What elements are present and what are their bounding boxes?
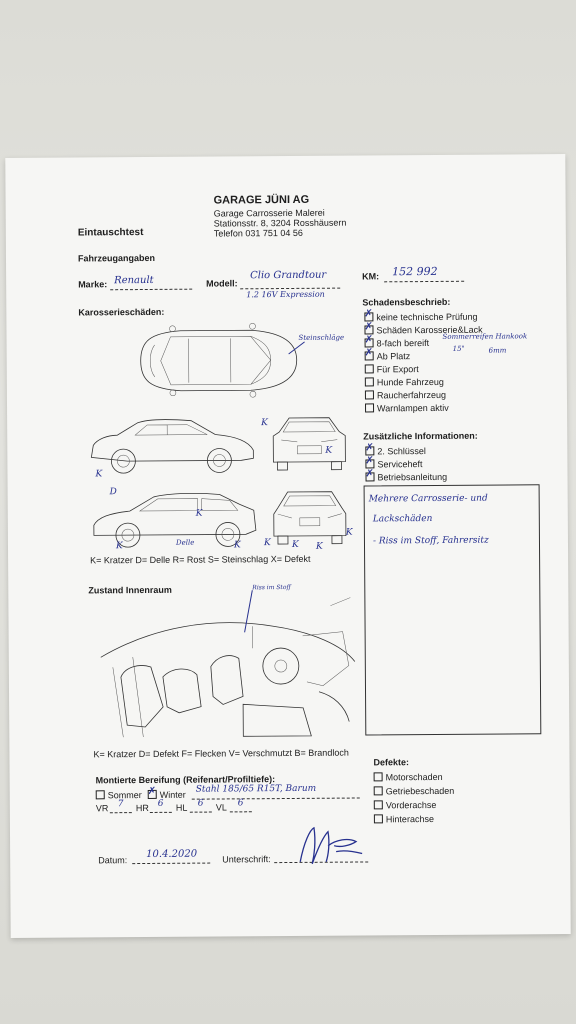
model-value: Clio Grandtour bbox=[250, 269, 327, 282]
info-item-1[interactable]: ✗Serviceheft bbox=[365, 458, 422, 469]
interior-legend: K= Kratzer D= Defekt F= Flecken V= Verschmutzt B= Brandloch bbox=[93, 747, 349, 760]
damage-item-4[interactable]: Für Export bbox=[365, 363, 419, 374]
body-mark-2: K bbox=[261, 418, 268, 429]
vl-value: 6 bbox=[237, 798, 244, 809]
tires-title: Montierte Bereifung (Reifenart/Profiltiefe): bbox=[95, 774, 276, 786]
vr-line bbox=[110, 812, 132, 813]
damage-item-1[interactable]: ✗Schäden Karosserie&Lack bbox=[364, 324, 482, 336]
defect-item-0[interactable]: Motorschaden bbox=[374, 771, 443, 782]
damage-report-title: Schadensbeschrieb: bbox=[362, 296, 451, 308]
hr-line bbox=[150, 812, 172, 813]
info-item-2[interactable]: ✗Betriebsanleitung bbox=[365, 471, 447, 483]
vr-label: VR bbox=[95, 803, 109, 814]
body-mark-7: K bbox=[115, 541, 123, 552]
hr-label: HR bbox=[135, 802, 149, 814]
defect-item-2[interactable]: Vorderachse bbox=[374, 799, 437, 810]
date-line bbox=[132, 863, 210, 865]
make-line bbox=[110, 289, 192, 291]
tires-spec-line bbox=[192, 798, 360, 800]
checkbox[interactable] bbox=[365, 459, 374, 468]
km-label: KM: bbox=[362, 271, 380, 282]
model-label: Modell: bbox=[206, 278, 238, 289]
checkbox[interactable] bbox=[365, 390, 374, 399]
body-mark-10: K bbox=[291, 539, 299, 550]
hl-label: HL bbox=[175, 802, 188, 813]
body-mark-8: K bbox=[233, 540, 241, 551]
body-mark-1: Steinschläge bbox=[298, 333, 345, 342]
interior-mark: Riss im Stoff bbox=[252, 583, 291, 592]
pen-arrow-1 bbox=[287, 342, 307, 356]
checkbox[interactable] bbox=[96, 790, 105, 799]
form-title: Eintauschtest bbox=[77, 227, 144, 239]
body-mark-5: K bbox=[95, 469, 103, 480]
make-value: Renault bbox=[114, 274, 154, 287]
company-name: GARAGE JÜNI AG bbox=[213, 193, 310, 207]
damage-item-2[interactable]: ✗8-fach bereift bbox=[365, 337, 430, 348]
notes-line-3: - Riss im Stoff, Fahrersitz bbox=[372, 535, 489, 547]
notes-line-1: Mehrere Carrosserie- und bbox=[368, 493, 488, 505]
checkbox[interactable] bbox=[374, 786, 383, 795]
damage-note-1: Sommerreifen Hankook bbox=[442, 332, 528, 341]
date-label: Datum: bbox=[98, 855, 128, 866]
interior-title: Zustand Innenraum bbox=[88, 584, 172, 596]
damage-note-2: 15" bbox=[452, 344, 465, 353]
body-mark-4: D bbox=[109, 487, 117, 498]
vr-value: 7 bbox=[117, 799, 124, 810]
damage-item-5[interactable]: Hunde Fahrzeug bbox=[365, 376, 444, 388]
hl-value: 6 bbox=[197, 798, 204, 809]
model-value-2: 1.2 16V Expression bbox=[246, 289, 325, 300]
signature-label: Unterschrift: bbox=[222, 854, 271, 865]
body-damage-legend: K= Kratzer D= Delle R= Rost S= Steinschlag X= Defekt bbox=[90, 553, 311, 566]
km-line bbox=[384, 281, 464, 283]
checkbox[interactable] bbox=[365, 351, 374, 360]
damage-item-3[interactable]: ✗Ab Platz bbox=[365, 350, 411, 361]
make-label: Marke: bbox=[78, 279, 108, 290]
vehicle-section-title: Fahrzeugangaben bbox=[77, 252, 156, 264]
damage-item-0[interactable]: ✗keine technische Prüfung bbox=[364, 311, 477, 323]
tires-summer[interactable]: Sommer bbox=[96, 789, 142, 800]
body-mark-3: K bbox=[325, 445, 333, 456]
body-mark-12: K bbox=[345, 527, 353, 538]
defects-title: Defekte: bbox=[373, 757, 410, 768]
form-sheet bbox=[5, 154, 570, 938]
car-side-view-left bbox=[87, 416, 257, 479]
body-mark-13: K bbox=[195, 508, 203, 519]
company-tagline: Garage Carrosserie Malerei bbox=[213, 207, 325, 219]
additional-info-title: Zusätzliche Informationen: bbox=[363, 430, 478, 442]
damage-item-6[interactable]: Raucherfahrzeug bbox=[365, 389, 446, 401]
body-mark-11: K bbox=[315, 541, 323, 552]
company-phone: Telefon 031 751 04 56 bbox=[213, 227, 303, 239]
checkbox[interactable] bbox=[374, 814, 383, 823]
defect-item-1[interactable]: Getriebeschaden bbox=[374, 785, 455, 797]
checkbox[interactable] bbox=[374, 772, 383, 781]
tires-spec: Stahl 185/65 R15T, Barum bbox=[195, 783, 317, 795]
checkbox[interactable] bbox=[365, 364, 374, 373]
car-interior-sketch bbox=[92, 595, 363, 747]
damage-note-3: 6mm bbox=[488, 346, 507, 355]
checkbox[interactable] bbox=[364, 312, 373, 321]
body-damage-title: Karosserieschäden: bbox=[78, 306, 165, 318]
date-value: 10.4.2020 bbox=[146, 848, 198, 860]
defect-item-3[interactable]: Hinterachse bbox=[374, 813, 434, 824]
checkbox[interactable] bbox=[364, 325, 373, 334]
body-mark-6: Delle bbox=[175, 538, 195, 547]
vl-label: VL bbox=[215, 802, 227, 813]
notes-box[interactable] bbox=[364, 484, 542, 735]
car-rear-view bbox=[270, 488, 350, 549]
checkbox[interactable] bbox=[148, 790, 157, 799]
checkbox[interactable] bbox=[365, 377, 374, 386]
vl-line bbox=[230, 811, 252, 812]
hr-value: 6 bbox=[157, 798, 164, 809]
info-item-0[interactable]: ✗2. Schlüssel bbox=[365, 445, 426, 456]
body-mark-9: K bbox=[263, 538, 271, 549]
checkbox[interactable] bbox=[374, 800, 383, 809]
company-address: Stationsstr. 8, 3204 Rosshäusern bbox=[213, 217, 347, 229]
damage-item-7[interactable]: Warnlampen aktiv bbox=[365, 402, 449, 414]
car-front-view bbox=[269, 414, 349, 475]
tires-winter[interactable]: ✗ Winter bbox=[148, 789, 186, 800]
signature-image bbox=[296, 821, 366, 869]
hl-line bbox=[190, 812, 212, 813]
pen-arrow-2 bbox=[242, 590, 254, 634]
checkbox[interactable] bbox=[365, 338, 374, 347]
notes-line-2: Lackschäden bbox=[372, 513, 433, 525]
car-top-view bbox=[130, 320, 301, 401]
checkbox[interactable] bbox=[365, 403, 374, 412]
checkbox[interactable] bbox=[365, 446, 374, 455]
km-value: 152 992 bbox=[392, 264, 438, 279]
checkbox[interactable] bbox=[365, 472, 374, 481]
